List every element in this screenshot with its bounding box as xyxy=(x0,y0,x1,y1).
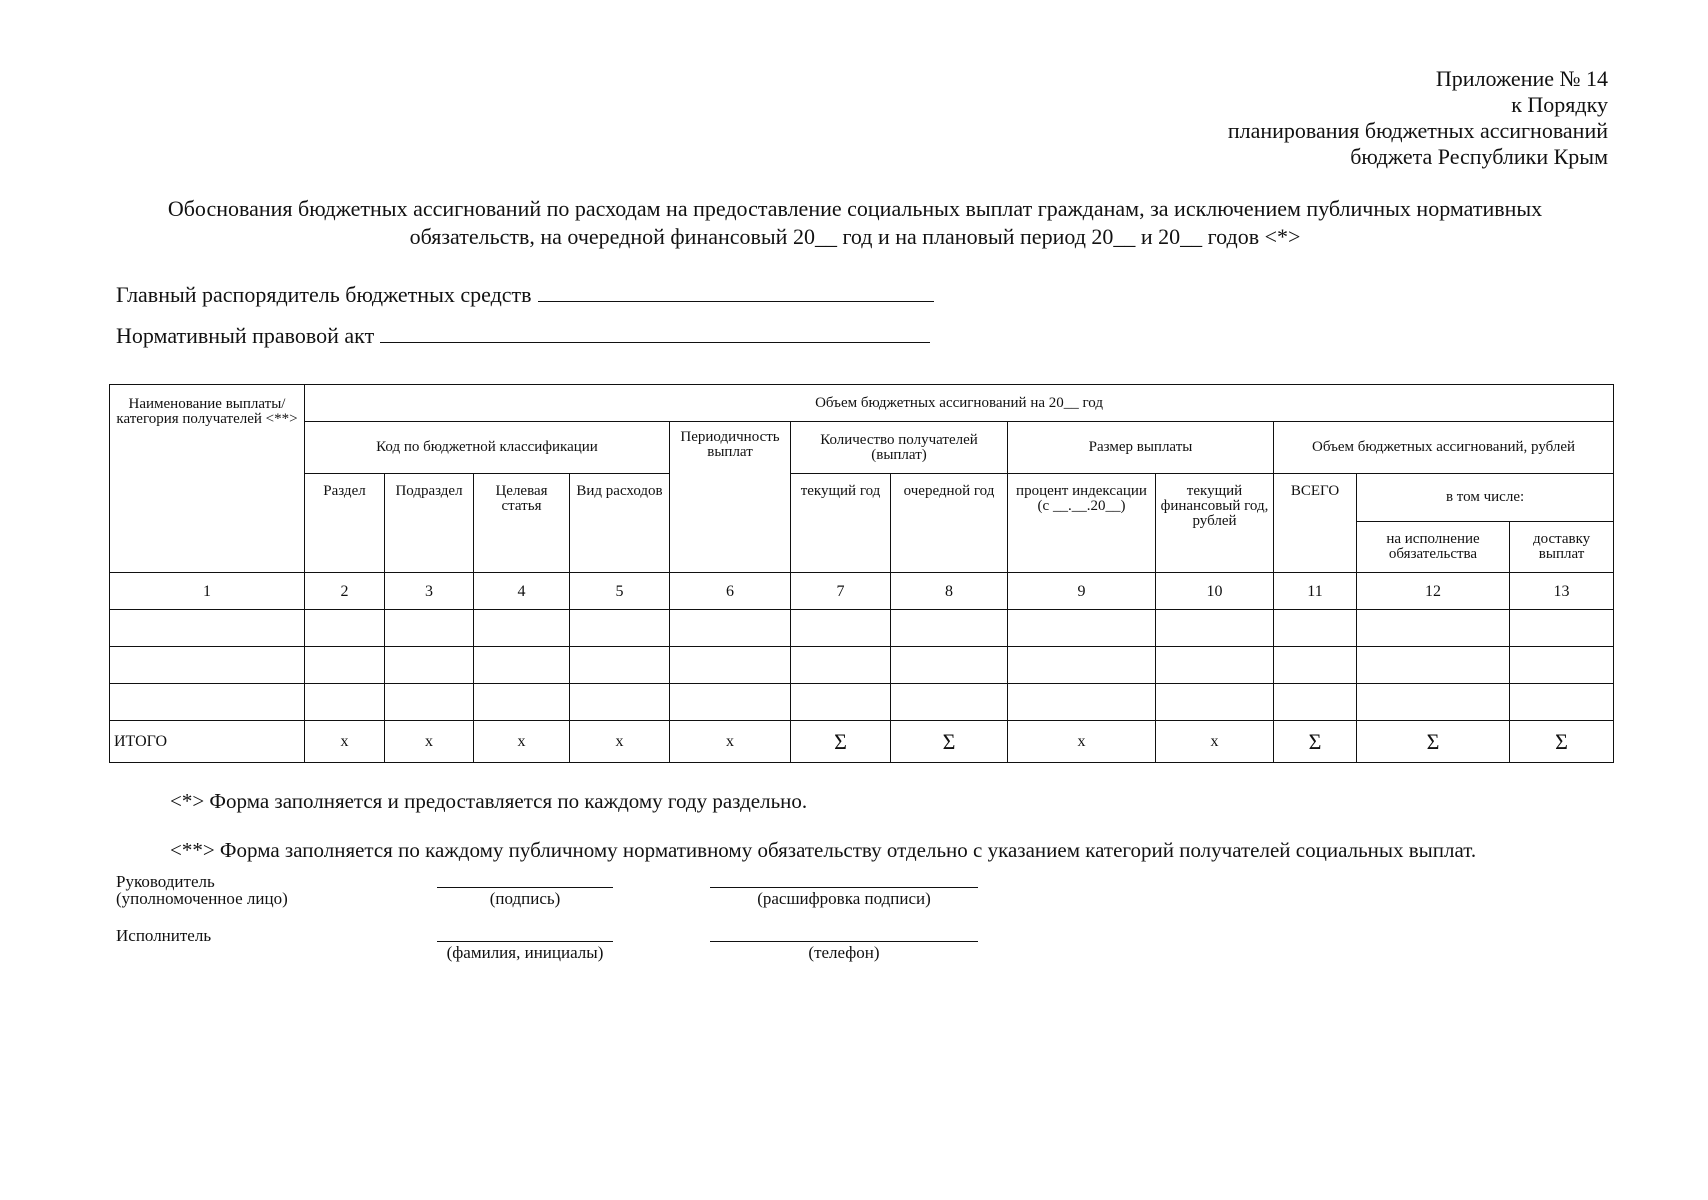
head-label-line-1: Руководитель xyxy=(116,872,215,891)
document-title-line-1: Обоснования бюджетных ассигнований по расходам на предоставление социальных выплат гражданам, за исключением публичных нормативных xyxy=(167,196,1543,221)
sub-section: Раздел xyxy=(305,474,385,573)
header-row-1 xyxy=(110,385,1614,422)
signature-caption: (подпись) xyxy=(489,889,561,908)
empty-cell[interactable] xyxy=(891,647,1008,684)
total-cell: x xyxy=(474,721,570,763)
sub-subsection: Подраздел xyxy=(385,474,474,573)
sub-next-year: очередной год xyxy=(891,474,1008,573)
empty-cell[interactable] xyxy=(305,684,385,721)
phone-caption: (телефон) xyxy=(808,943,880,962)
phone-line[interactable] xyxy=(710,941,978,942)
empty-cell[interactable] xyxy=(474,684,570,721)
empty-cell[interactable] xyxy=(570,610,670,647)
col-number: 10 xyxy=(1156,573,1274,610)
col-number: 6 xyxy=(670,573,791,610)
total-cell: x xyxy=(305,721,385,763)
header-budget-code: Код по бюджетной классификации xyxy=(305,422,670,474)
header-payment-size: Размер выплаты xyxy=(1008,422,1274,474)
total-cell: x xyxy=(1008,721,1156,763)
empty-cell[interactable] xyxy=(891,610,1008,647)
head-label xyxy=(116,873,288,907)
appendix-number: Приложение № 14 xyxy=(1435,66,1608,91)
col-number: 12 xyxy=(1357,573,1510,610)
header-payment-name: Наименование выплаты/категория получателей <**> xyxy=(110,385,305,573)
legal-act-blank[interactable] xyxy=(380,324,930,343)
decoding-line[interactable] xyxy=(710,887,978,888)
executor-name-line[interactable] xyxy=(437,941,613,942)
col-number: 3 xyxy=(385,573,474,610)
empty-cell[interactable] xyxy=(791,684,891,721)
sub-obligation: на исполнение обязательства xyxy=(1357,522,1510,573)
sub-target: Целевая статья xyxy=(474,474,570,573)
document-title-line-2: обязательств, на очередной финансовый 20__ год и на плановый период 20__ и 20__ годов <*> xyxy=(409,224,1301,249)
empty-cell[interactable] xyxy=(110,684,305,721)
empty-cell[interactable] xyxy=(570,684,670,721)
empty-cell[interactable] xyxy=(791,647,891,684)
appendix-ref-planning: планирования бюджетных ассигнований xyxy=(1227,118,1608,143)
empty-cell[interactable] xyxy=(474,610,570,647)
appendix-ref: к Порядку xyxy=(1511,92,1608,117)
empty-cell[interactable] xyxy=(1510,684,1614,721)
footnote-2: <**> Форма заполняется по каждому публичному нормативному обязательству отдельно с указанием категорий получателей социальных выплат. xyxy=(170,838,1477,862)
col-number: 11 xyxy=(1274,573,1357,610)
col-number: 13 xyxy=(1510,573,1614,610)
empty-cell[interactable] xyxy=(385,647,474,684)
empty-cell[interactable] xyxy=(1357,610,1510,647)
appendix-ref-budget: бюджета Республики Крым xyxy=(1350,144,1608,169)
empty-cell[interactable] xyxy=(1357,647,1510,684)
empty-cell[interactable] xyxy=(1274,684,1357,721)
decoding-caption: (расшифровка подписи) xyxy=(757,889,931,908)
signature-line[interactable] xyxy=(437,887,613,888)
empty-cell[interactable] xyxy=(1274,647,1357,684)
empty-cell[interactable] xyxy=(670,684,791,721)
document-title xyxy=(120,195,1590,251)
empty-cell[interactable] xyxy=(110,647,305,684)
sub-current-fin-year: текущий финансовый год, рублей xyxy=(1156,474,1274,573)
col-number: 2 xyxy=(305,573,385,610)
empty-cell[interactable] xyxy=(1274,610,1357,647)
legal-act-field xyxy=(116,323,930,349)
executor-label: Исполнитель xyxy=(116,926,212,945)
empty-cell[interactable] xyxy=(385,610,474,647)
sum-cell: Σ xyxy=(1357,721,1510,763)
table-row xyxy=(110,684,1614,721)
total-cell: x xyxy=(670,721,791,763)
total-label: ИТОГО xyxy=(110,721,305,763)
total-row xyxy=(110,721,1614,763)
empty-cell[interactable] xyxy=(1008,684,1156,721)
empty-cell[interactable] xyxy=(1510,610,1614,647)
total-cell: x xyxy=(385,721,474,763)
header-volume-year: Объем бюджетных ассигнований на 20__ год xyxy=(305,385,1614,422)
empty-cell[interactable] xyxy=(305,647,385,684)
sum-cell: Σ xyxy=(1510,721,1614,763)
appendix-header xyxy=(1228,66,1608,170)
sum-cell: Σ xyxy=(1274,721,1357,763)
col-number: 4 xyxy=(474,573,570,610)
empty-cell[interactable] xyxy=(1008,647,1156,684)
empty-cell[interactable] xyxy=(670,610,791,647)
empty-cell[interactable] xyxy=(1357,684,1510,721)
col-number: 8 xyxy=(891,573,1008,610)
sub-current-year: текущий год xyxy=(791,474,891,573)
budget-table xyxy=(109,384,1614,763)
header-row-3 xyxy=(110,474,1614,522)
col-number: 9 xyxy=(1008,573,1156,610)
empty-cell[interactable] xyxy=(1008,610,1156,647)
empty-cell[interactable] xyxy=(570,647,670,684)
table-row xyxy=(110,610,1614,647)
main-manager-field xyxy=(116,282,934,308)
column-number-row xyxy=(110,573,1614,610)
sum-cell: Σ xyxy=(791,721,891,763)
col-number: 1 xyxy=(110,573,305,610)
legal-act-label: Нормативный правовой акт xyxy=(116,323,375,348)
header-volume-rub: Объем бюджетных ассигнований, рублей xyxy=(1274,422,1614,474)
head-label-line-2: (уполномоченное лицо) xyxy=(116,889,288,908)
sum-cell: Σ xyxy=(891,721,1008,763)
empty-cell[interactable] xyxy=(891,684,1008,721)
main-manager-blank[interactable] xyxy=(538,283,934,302)
empty-cell[interactable] xyxy=(1156,647,1274,684)
empty-cell[interactable] xyxy=(670,647,791,684)
sub-expense-type: Вид расходов xyxy=(570,474,670,573)
empty-cell[interactable] xyxy=(1156,610,1274,647)
footnote-1: <*> Форма заполняется и предоставляется по каждому году раздельно. xyxy=(170,789,808,813)
empty-cell[interactable] xyxy=(1510,647,1614,684)
header-row-2 xyxy=(110,422,1614,474)
header-periodicity: Периодичность выплат xyxy=(670,422,791,573)
sub-including: в том числе: xyxy=(1357,474,1614,522)
sub-total: ВСЕГО xyxy=(1274,474,1357,573)
col-number: 5 xyxy=(570,573,670,610)
empty-cell[interactable] xyxy=(305,610,385,647)
total-cell: x xyxy=(570,721,670,763)
sub-delivery: доставку выплат xyxy=(1510,522,1614,573)
empty-cell[interactable] xyxy=(791,610,891,647)
empty-cell[interactable] xyxy=(474,647,570,684)
empty-cell[interactable] xyxy=(110,610,305,647)
main-manager-label: Главный распорядитель бюджетных средств xyxy=(116,282,532,307)
col-number: 7 xyxy=(791,573,891,610)
executor-name-caption: (фамилия, инициалы) xyxy=(446,943,604,962)
table-row xyxy=(110,647,1614,684)
sub-index-percent: процент индексации (с __.__.20__) xyxy=(1008,474,1156,573)
empty-cell[interactable] xyxy=(1156,684,1274,721)
header-recipients: Количество получателей (выплат) xyxy=(791,422,1008,474)
empty-cell[interactable] xyxy=(385,684,474,721)
total-cell: x xyxy=(1156,721,1274,763)
